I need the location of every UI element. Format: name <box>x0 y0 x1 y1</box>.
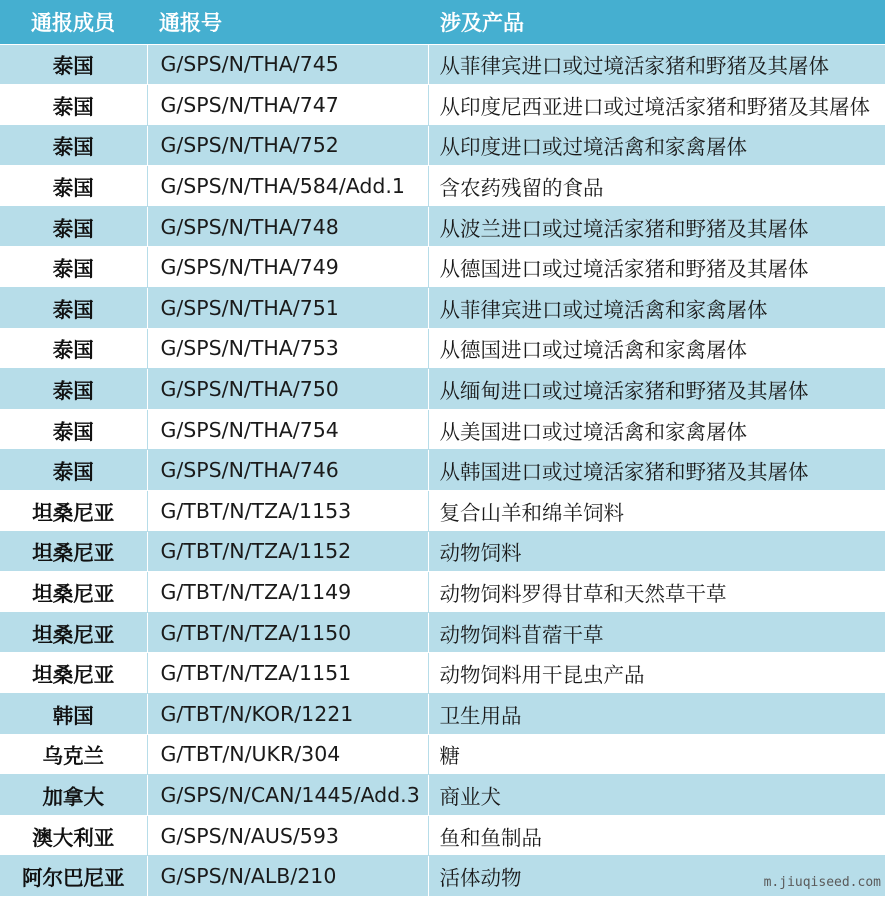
cell-member: 泰国 <box>0 288 147 329</box>
table-row <box>0 85 885 126</box>
cell-notification-number: G/TBT/N/TZA/1152 <box>147 531 428 572</box>
cell-products: 从德国进口或过境活家猪和野猪及其屠体 <box>428 247 885 288</box>
table-row <box>0 328 885 369</box>
cell-notification-number: G/SPS/N/THA/754 <box>147 409 428 450</box>
table-row <box>0 612 885 653</box>
table-row <box>0 572 885 613</box>
table-row <box>0 44 885 85</box>
cell-products: 动物饲料苜蓿干草 <box>428 612 885 653</box>
cell-member: 泰国 <box>0 409 147 450</box>
cell-notification-number: G/SPS/N/THA/750 <box>147 369 428 410</box>
table-row <box>0 856 885 897</box>
table-row <box>0 491 885 532</box>
cell-notification-number: G/SPS/N/THA/747 <box>147 85 428 126</box>
cell-member: 坦桑尼亚 <box>0 572 147 613</box>
cell-products: 从菲律宾进口或过境活禽和家禽屠体 <box>428 288 885 329</box>
cell-notification-number: G/SPS/N/THA/748 <box>147 206 428 247</box>
cell-member: 坦桑尼亚 <box>0 612 147 653</box>
cell-products: 复合山羊和绵羊饲料 <box>428 491 885 532</box>
cell-products: 从缅甸进口或过境活家猪和野猪及其屠体 <box>428 369 885 410</box>
table-row <box>0 531 885 572</box>
cell-notification-number: G/SPS/N/THA/746 <box>147 450 428 491</box>
table-row <box>0 815 885 856</box>
cell-notification-number: G/SPS/N/THA/753 <box>147 328 428 369</box>
cell-member: 坦桑尼亚 <box>0 653 147 694</box>
cell-products: 动物饲料用干昆虫产品 <box>428 653 885 694</box>
table-row <box>0 734 885 775</box>
cell-notification-number: G/SPS/N/AUS/593 <box>147 815 428 856</box>
table-row <box>0 247 885 288</box>
table-row <box>0 206 885 247</box>
cell-member: 泰国 <box>0 247 147 288</box>
cell-notification-number: G/SPS/N/THA/584/Add.1 <box>147 166 428 207</box>
cell-notification-number: G/SPS/N/ALB/210 <box>147 856 428 897</box>
cell-products: 从美国进口或过境活禽和家禽屠体 <box>428 409 885 450</box>
table-row <box>0 166 885 207</box>
cell-member: 坦桑尼亚 <box>0 531 147 572</box>
cell-products: 商业犬 <box>428 775 885 816</box>
table-row <box>0 450 885 491</box>
cell-notification-number: G/TBT/N/TZA/1149 <box>147 572 428 613</box>
watermark: m.jiuqiseed.com <box>763 875 881 890</box>
cell-notification-number: G/TBT/N/UKR/304 <box>147 734 428 775</box>
cell-member: 坦桑尼亚 <box>0 491 147 532</box>
cell-notification-number: G/SPS/N/THA/749 <box>147 247 428 288</box>
cell-products: 含农药残留的食品 <box>428 166 885 207</box>
cell-member: 泰国 <box>0 369 147 410</box>
cell-member: 韩国 <box>0 694 147 735</box>
table-row <box>0 653 885 694</box>
cell-products: 从印度进口或过境活禽和家禽屠体 <box>428 125 885 166</box>
cell-notification-number: G/TBT/N/KOR/1221 <box>147 694 428 735</box>
cell-products: 从印度尼西亚进口或过境活家猪和野猪及其屠体 <box>428 85 885 126</box>
cell-products: 从波兰进口或过境活家猪和野猪及其屠体 <box>428 206 885 247</box>
cell-products: 卫生用品 <box>428 694 885 735</box>
header-member: 通报成员 <box>0 0 147 44</box>
table-row <box>0 694 885 735</box>
cell-notification-number: G/SPS/N/THA/745 <box>147 44 428 85</box>
table-row <box>0 369 885 410</box>
table-row <box>0 288 885 329</box>
table-row <box>0 409 885 450</box>
cell-member: 泰国 <box>0 166 147 207</box>
cell-notification-number: G/TBT/N/TZA/1151 <box>147 653 428 694</box>
cell-notification-number: G/SPS/N/THA/752 <box>147 125 428 166</box>
cell-member: 泰国 <box>0 125 147 166</box>
cell-member: 泰国 <box>0 328 147 369</box>
cell-products: 从韩国进口或过境活家猪和野猪及其屠体 <box>428 450 885 491</box>
table-body <box>0 44 885 896</box>
header-products: 涉及产品 <box>428 0 885 44</box>
cell-member: 泰国 <box>0 450 147 491</box>
table-row <box>0 125 885 166</box>
cell-member: 泰国 <box>0 85 147 126</box>
cell-notification-number: G/TBT/N/TZA/1150 <box>147 612 428 653</box>
cell-products: 动物饲料 <box>428 531 885 572</box>
cell-notification-number: G/SPS/N/THA/751 <box>147 288 428 329</box>
cell-products: 从德国进口或过境活禽和家禽屠体 <box>428 328 885 369</box>
cell-products: 鱼和鱼制品 <box>428 815 885 856</box>
cell-member: 泰国 <box>0 206 147 247</box>
table-header-row <box>0 0 885 44</box>
cell-member: 泰国 <box>0 44 147 85</box>
cell-products: 从菲律宾进口或过境活家猪和野猪及其屠体 <box>428 44 885 85</box>
cell-notification-number: G/SPS/N/CAN/1445/Add.3 <box>147 775 428 816</box>
cell-notification-number: G/TBT/N/TZA/1153 <box>147 491 428 532</box>
cell-products: 动物饲料罗得甘草和天然草干草 <box>428 572 885 613</box>
cell-member: 加拿大 <box>0 775 147 816</box>
table-row <box>0 775 885 816</box>
header-notification-number: 通报号 <box>147 0 428 44</box>
cell-member: 澳大利亚 <box>0 815 147 856</box>
cell-products: 活体动物 <box>428 856 885 897</box>
cell-member: 阿尔巴尼亚 <box>0 856 147 897</box>
cell-member: 乌克兰 <box>0 734 147 775</box>
cell-products: 糖 <box>428 734 885 775</box>
